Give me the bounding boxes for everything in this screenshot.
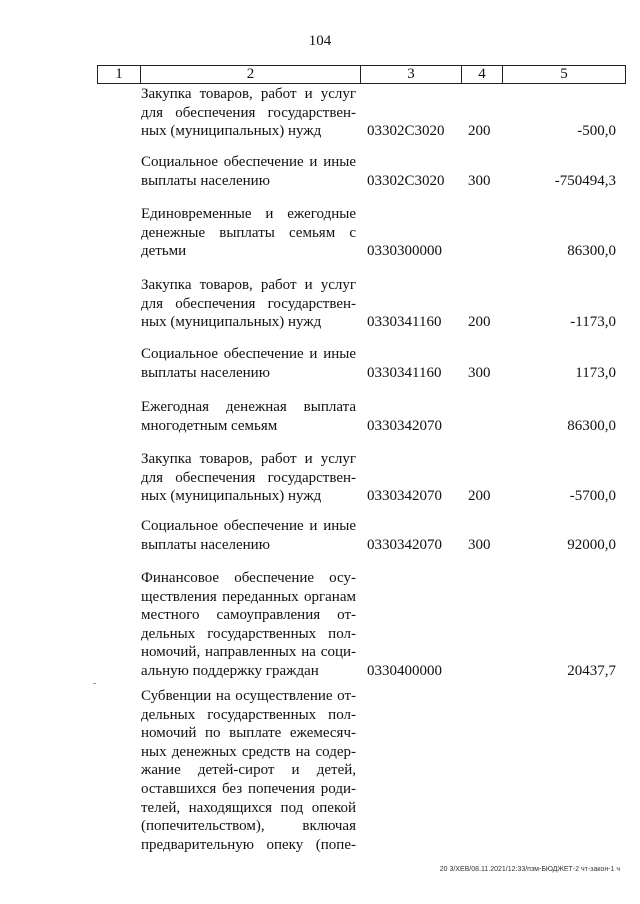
amount-value: -5700,0 (569, 488, 616, 505)
row-description (141, 205, 356, 261)
page-number: 104 (308, 33, 332, 49)
column-number-3: 3 (361, 66, 462, 84)
amount-value: 86300,0 (567, 417, 616, 434)
description-line: многодетным семьям (141, 417, 278, 434)
description-line: денежные выплаты семьям с (141, 224, 356, 241)
description-line: дельных государственных пол- (141, 706, 356, 723)
description-line: выплаты населению (141, 172, 270, 189)
amount-value: 92000,0 (567, 536, 616, 553)
description-line: ных (муниципальных) нужд (141, 314, 322, 331)
description-line: (попечительством), включая (141, 818, 356, 835)
amount-value: -750494,3 (554, 172, 616, 189)
description-line: Социальное обеспечение и иные (141, 154, 356, 170)
row-description (141, 517, 356, 554)
description-line: дельных государственных пол- (141, 625, 356, 642)
expense-type-code: 200 (468, 488, 491, 505)
expense-type-code: 300 (468, 172, 491, 189)
target-article-code: 0330341160 (367, 314, 442, 331)
expense-type-code: 300 (468, 536, 491, 553)
row-description (141, 276, 356, 332)
description-line: ществления переданных органам (141, 588, 356, 605)
description-line: для обеспечения государствен- (141, 469, 356, 486)
target-article-code: 0330341160 (367, 364, 442, 381)
description-line: предварительную опеку (попе- (141, 836, 356, 853)
target-article-code: 0330342070 (367, 417, 442, 434)
target-article-code: 0330342070 (367, 488, 442, 505)
row-description (141, 153, 356, 190)
description-line: детьми (141, 243, 187, 260)
margin-mark (93, 683, 96, 684)
description-line: Закупка товаров, работ и услуг (141, 277, 356, 293)
description-line: телей, находящихся под опекой (141, 799, 356, 816)
row-description (141, 85, 356, 141)
description-line: для обеспечения государствен- (141, 295, 356, 312)
row-description (141, 345, 356, 382)
row-description (141, 398, 356, 435)
target-article-code: 0330300000 (367, 243, 442, 260)
description-line: ных (муниципальных) нужд (141, 488, 322, 505)
amount-value: 1173,0 (575, 364, 616, 381)
column-number-4: 4 (462, 66, 503, 84)
description-line: местного самоуправления от- (141, 607, 356, 624)
amount-value: 20437,7 (567, 663, 616, 679)
amount-value: -500,0 (577, 123, 616, 140)
row-description (141, 569, 356, 681)
description-line: Социальное обеспечение и иные (141, 346, 356, 362)
target-article-code: 03302С3020 (367, 123, 445, 140)
row-description (141, 687, 356, 854)
column-header-row (97, 65, 626, 84)
expense-type-code: 300 (468, 364, 491, 381)
column-number-1: 1 (98, 66, 141, 84)
row-description (141, 450, 356, 506)
description-line: Социальное обеспечение и иные (141, 518, 356, 534)
description-line: жание детей-сирот и детей, (141, 762, 356, 779)
expense-type-code: 200 (468, 314, 491, 331)
description-line: номочий, направленных на соци- (141, 644, 356, 661)
column-number-2: 2 (141, 66, 361, 84)
column-number-5: 5 (503, 66, 626, 84)
description-line: Закупка товаров, работ и услуг (141, 86, 356, 102)
description-line: Закупка товаров, работ и услуг (141, 451, 356, 467)
description-line: оставшихся без попечения роди- (141, 780, 356, 797)
target-article-code: 03302С3020 (367, 172, 445, 189)
description-line: номочий по выплате ежемесяч- (141, 725, 356, 742)
description-line: Единовременные и ежегодные (141, 206, 356, 222)
description-line: Финансовое обеспечение осу- (141, 570, 356, 586)
target-article-code: 0330342070 (367, 536, 442, 553)
description-line: ных денежных средств на содер- (141, 743, 356, 760)
target-article-code: 0330400000 (367, 663, 442, 679)
expense-type-code: 200 (468, 123, 491, 140)
amount-value: 86300,0 (567, 243, 616, 260)
footer-document-code: 20 3/ХЕВ/08.11.2021/12:33/пзм-БЮДЖЕТ-2 чт-закон-1 ч (439, 866, 620, 873)
description-line: Субвенции на осуществление от- (141, 688, 356, 704)
description-line: выплаты населению (141, 364, 270, 381)
description-line: выплаты населению (141, 536, 270, 553)
description-line: альную поддержку граждан (141, 662, 319, 679)
description-line: Ежегодная денежная выплата (141, 399, 356, 415)
description-line: для обеспечения государствен- (141, 104, 356, 121)
amount-value: -1173,0 (570, 314, 616, 331)
description-line: ных (муниципальных) нужд (141, 123, 322, 140)
